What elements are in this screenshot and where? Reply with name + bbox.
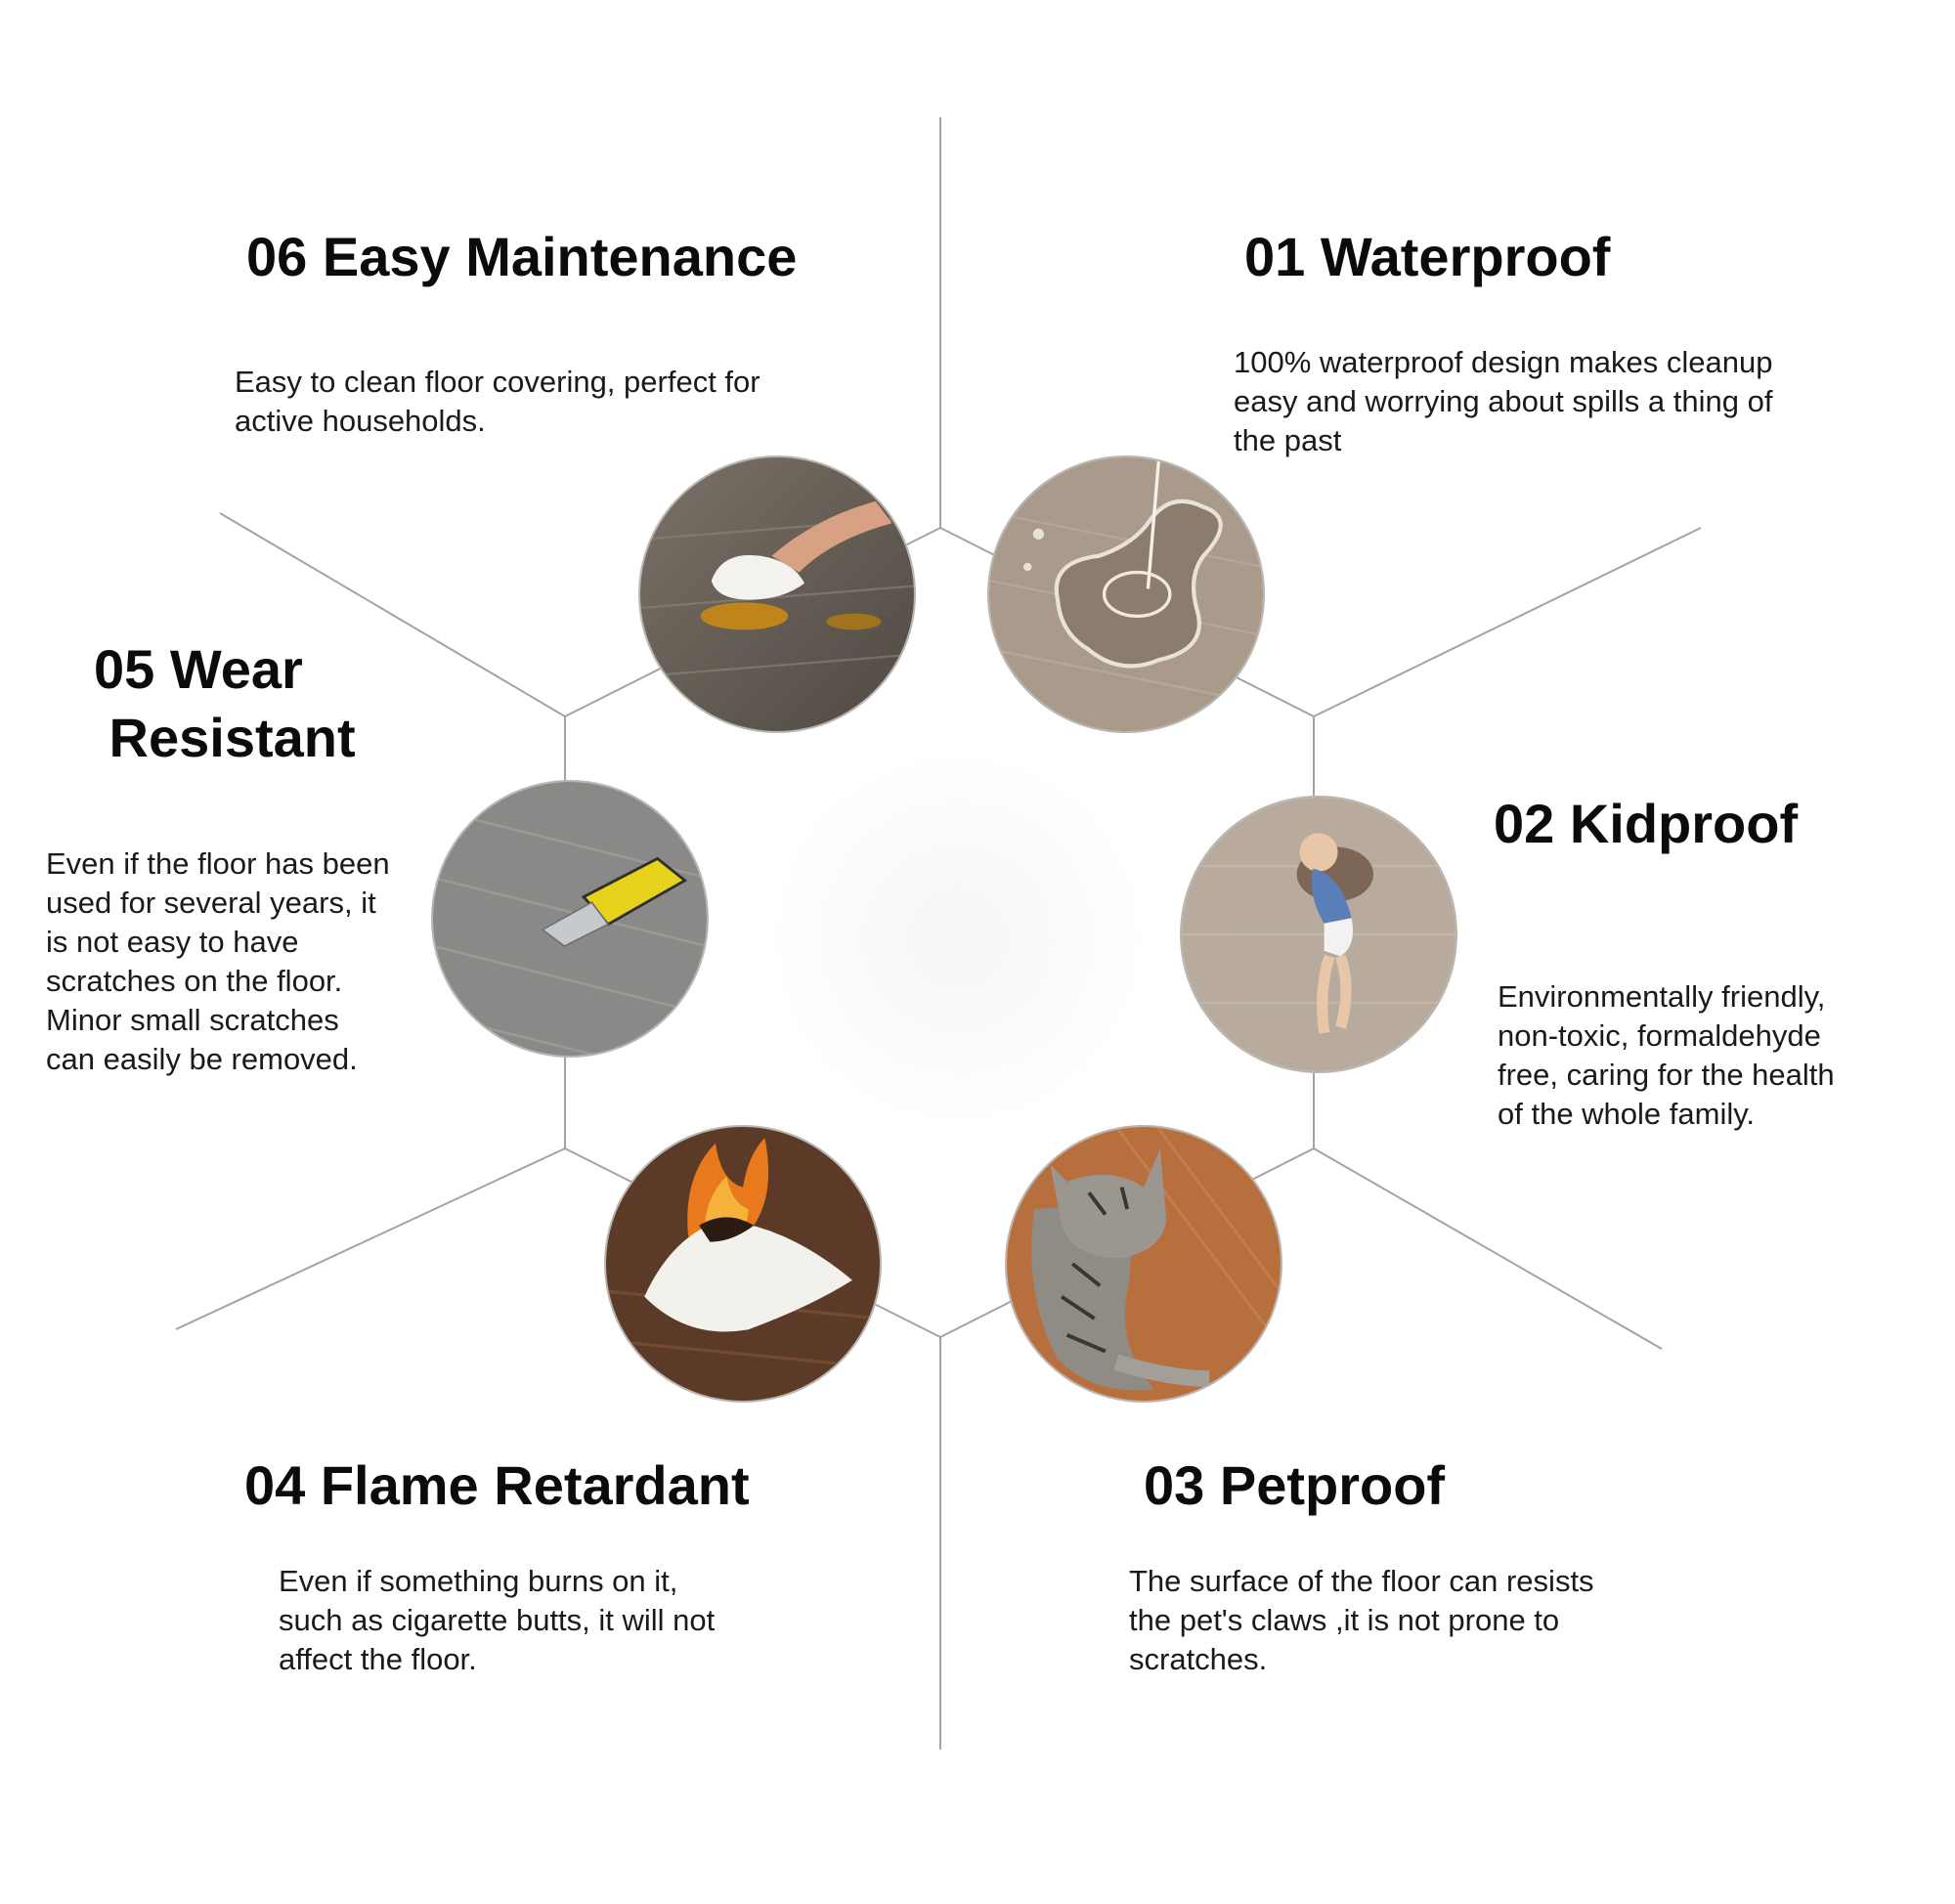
center-glow bbox=[762, 753, 1153, 1124]
feature-desc-easy-maintenance: Easy to clean floor covering, perfect for active households. bbox=[235, 365, 760, 438]
feature-title-flame-retardant: 04 Flame Retardant bbox=[244, 1454, 750, 1516]
feature-desc-wear-resistant: Even if the floor has been used for several years, it is not easy to have scratches on the floor. Minor small scratches can easily be removed. bbox=[46, 846, 390, 1076]
cat-icon bbox=[1007, 1127, 1281, 1401]
divider-upper-right bbox=[1314, 528, 1701, 716]
feature-desc-petproof: The surface of the floor can resists the pet's claws ,it is not prone to scratches. bbox=[1129, 1564, 1594, 1676]
divider-lower-left bbox=[176, 1148, 565, 1329]
feature-desc-waterproof: 100% waterproof design makes cleanup easy and worrying about spills a thing of the past bbox=[1234, 345, 1773, 457]
feature-title-petproof: 03 Petproof bbox=[1144, 1454, 1446, 1516]
cleaning-cloth-icon bbox=[640, 457, 914, 731]
feature-desc-flame-retardant: Even if something burns on it, such as cigarette butts, it will not affect the floor. bbox=[279, 1564, 716, 1676]
divider-lower-right bbox=[1314, 1148, 1662, 1349]
water-spill-icon bbox=[989, 457, 1263, 731]
feature-title-waterproof: 01 Waterproof bbox=[1244, 226, 1611, 287]
sleeping-child-icon bbox=[1182, 798, 1455, 1071]
feature-desc-kidproof: Environmentally friendly, non-toxic, formaldehyde free, caring for the health of the whole family. bbox=[1498, 979, 1835, 1131]
flame-icon bbox=[606, 1127, 880, 1401]
feature-title-wear-resistant: 05 Wear Resistant bbox=[94, 638, 356, 768]
feature-title-kidproof: 02 Kidproof bbox=[1494, 793, 1799, 854]
feature-title-easy-maintenance: 06 Easy Maintenance bbox=[246, 226, 798, 287]
utility-knife-icon bbox=[433, 782, 707, 1056]
